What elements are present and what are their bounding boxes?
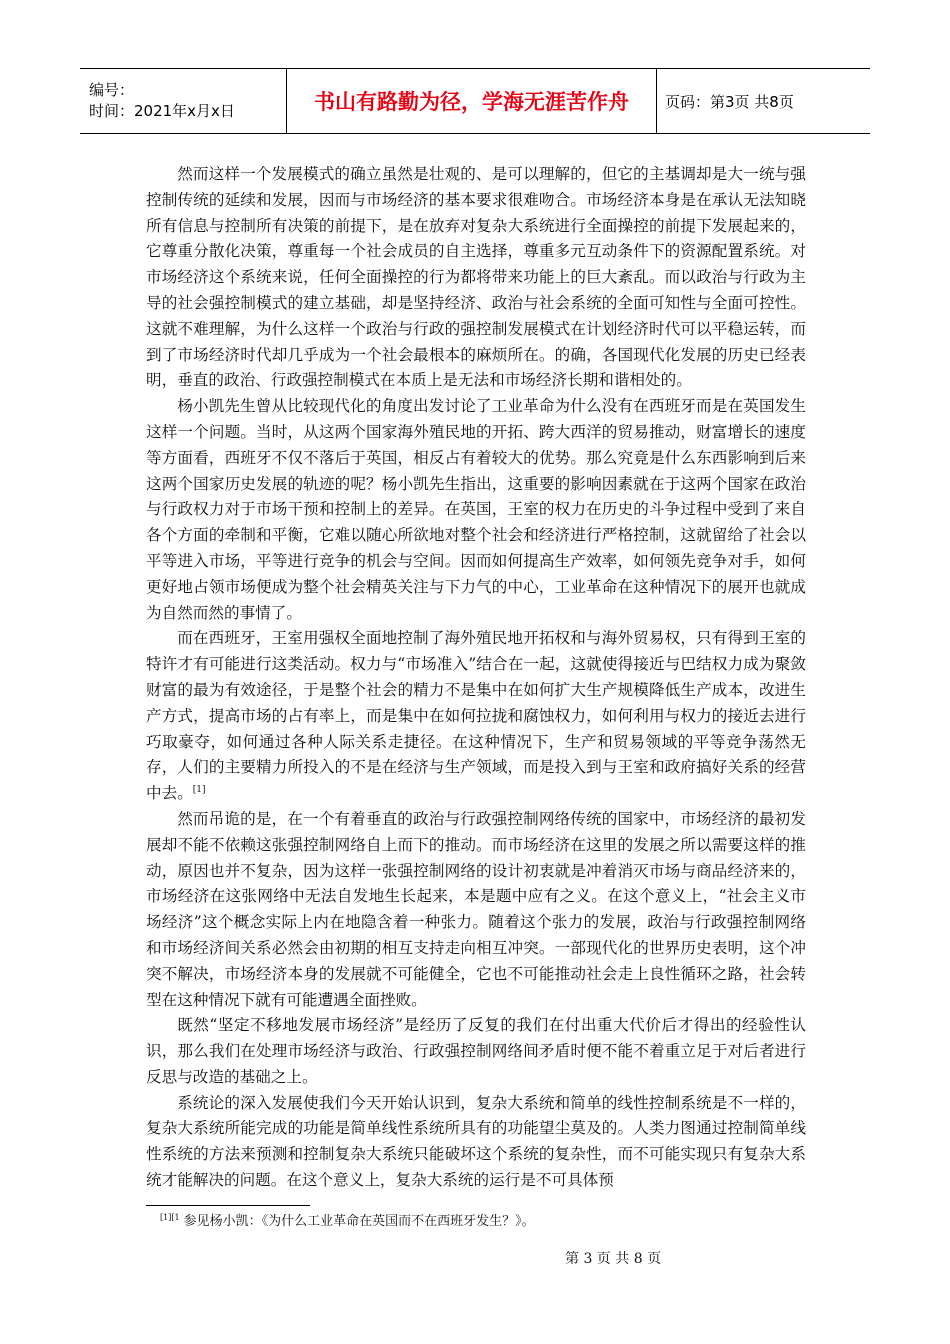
paragraph-3-text: 而在西班牙，王室用强权全面地控制了海外殖民地开拓权和与海外贸易权，只有得到王室的特许才有可能进行这类活动。权力与“市场准入”结合在一起，这就使得接近与巴结权力成为聚敛财富的最为有效途径，于是整个社会的精力不是集中在如何扩大生产规模降低生产成本，改进生产方式，提高市场的占有率上，而是集中在如何拉拢和腐蚀权力，如何利用与权力的接近去进行巧取豪夺，如何通过各种人际关系走捷径。在这种情况下，生产和贸易领域的平等竞争荡然无存，人们的主要精力所投入的不是在经济与生产领域，而是投入到与王室和政府搞好关系的经营中去。 xyxy=(146,629,806,803)
footnote-reference[interactable]: [1] xyxy=(192,785,206,796)
footnote xyxy=(160,1213,535,1231)
document-body xyxy=(146,162,806,1194)
paragraph-3 xyxy=(146,626,806,807)
page-footer: 第 3 页 共 8 页 xyxy=(565,1251,662,1267)
header-motto: 书山有路勤为径，学海无涯苦作舟 xyxy=(287,69,657,133)
footnote-text: 参见杨小凯：《为什么工业革命在英国而不在西班牙发生？》。 xyxy=(179,1214,535,1229)
doc-time-label: 时间：2021年x月x日 xyxy=(89,102,235,120)
paragraph-1: 然而这样一个发展模式的确立虽然是壮观的、是可以理解的，但它的主基调却是大一统与强控制传统的延续和发展，因而与市场经济的基本要求很难吻合。市场经济本身是在承认无法知晓所有信息与控制所有决策的前提下，是在放弃对复杂大系统进行全面操控的前提下发展起来的，它尊重分散化决策，尊重每一个社会成员的自主选择，尊重多元互动条件下的资源配置系统。对市场经济这个系统来说，任何全面操控的行为都将带来功能上的巨大紊乱。而以政治与行政为主导的社会强控制模式的建立基础，却是坚持经济、政治与社会系统的全面可知性与全面可控性。这就不难理解，为什么这样一个政治与行政的强控制发展模式在计划经济时代可以平稳运转，而到了市场经济时代却几乎成为一个社会最根本的麻烦所在。的确，各国现代化发展的历史已经表明，垂直的政治、行政强控制模式在本质上是无法和市场经济长期和谐相处的。 xyxy=(146,165,806,390)
header-page-label: 页码：第3页 共8页 xyxy=(665,92,794,111)
header-meta xyxy=(80,69,287,133)
footnote-divider xyxy=(146,1205,310,1206)
paragraph-5: 既然“坚定不移地发展市场经济”是经历了反复的我们在付出重大代价后才得出的经验性认识，那么我们在处理市场经济与政治、行政强控制网络间矛盾时便不能不着重立足于对后者进行反思与改造的基础之上。 xyxy=(146,1016,806,1086)
paragraph-6: 系统论的深入发展使我们今天开始认识到，复杂大系统和简单的线性控制系统是不一样的，复杂大系统所能完成的功能是简单线性系统所具有的功能望尘莫及的。人类力图通过控制简单线性系统的方法来预测和控制复杂大系统只能破坏这个系统的复杂性，而不可能实现只有复杂大系统才能解决的问题。在这个意义上，复杂大系统的运行是不可具体预 xyxy=(146,1093,806,1190)
paragraph-2: 杨小凯先生曾从比较现代化的角度出发讨论了工业革命为什么没有在西班牙而是在英国发生这样一个问题。当时，从这两个国家海外殖民地的开拓、跨大西洋的贸易推动，财富增长的速度等方面看，西班牙不仅不落后于英国，相反占有着较大的优势。那么究竟是什么东西影响到后来这两个国家历史发展的轨迹的呢？杨小凯先生指出，这重要的影响因素就在于这两个国家在政治与行政权力对于市场干预和控制上的差异。在英国，王室的权力在历史的斗争过程中受到了来自各个方面的牵制和平衡，它难以随心所欲地对整个社会和经济进行严格控制，这就留给了社会以平等进入市场，平等进行竞争的机会与空间。因而如何提高生产效率，如何领先竞争对手，如何更好地占领市场便成为整个社会精英关注与下力气的中心，工业革命在这种情况下的展开也就成为自然而然的事情了。 xyxy=(146,397,806,622)
paragraph-4: 然而吊诡的是，在一个有着垂直的政治与行政强控制网络传统的国家中，市场经济的最初发展却不能不依赖这张强控制网络自上而下的推动。而市场经济在这里的发展之所以需要这样的推动，原因也并不复杂，因为这样一张强控制网络的设计初衷就是冲着消灭市场与商品经济来的，市场经济在这张网络中无法自发地生长起来，本是题中应有之义。在这个意义上，“社会主义市场经济”这个概念实际上内在地隐含着一种张力。随着这个张力的发展，政治与行政强控制网络和市场经济间关系必然会由初期的相互支持走向相互冲突。一部现代化的世界历史表明，这个冲突不解决，市场经济本身的发展就不可能健全，它也不可能推动社会走上良性循环之路，社会转型在这种情况下就有可能遭遇全面挫败。 xyxy=(146,809,806,1009)
footnote-marker: [1][1 xyxy=(160,1213,180,1222)
doc-number-label: 编号： xyxy=(89,81,135,99)
page-header xyxy=(80,68,870,134)
